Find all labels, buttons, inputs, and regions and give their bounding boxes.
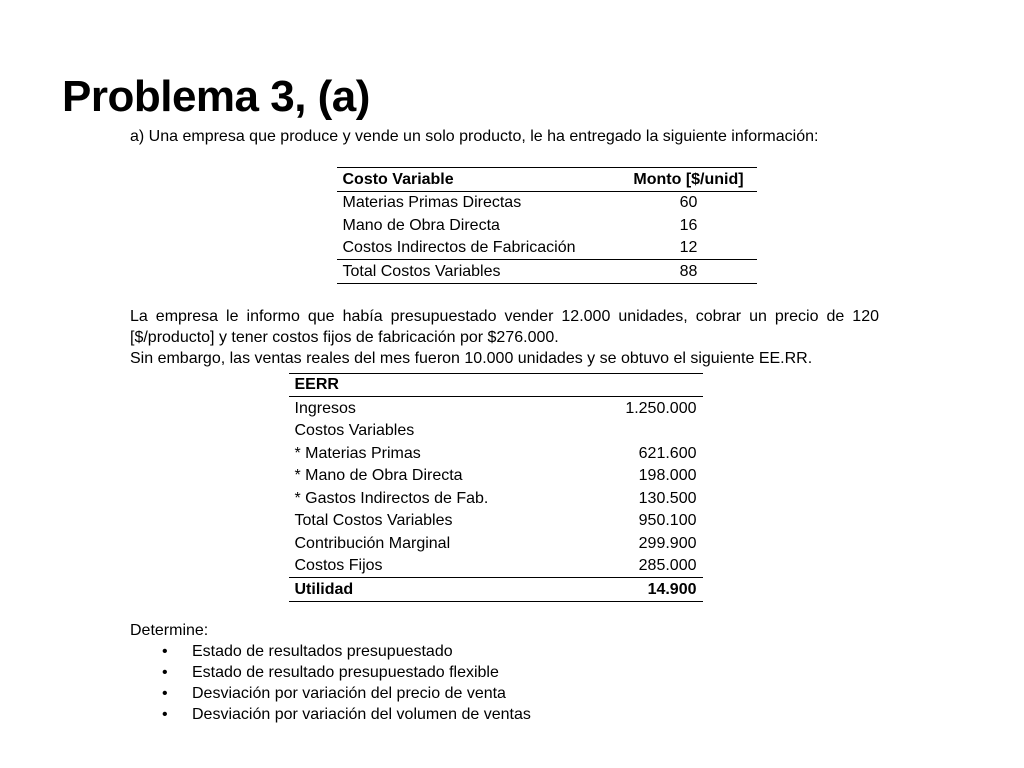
cost-row-label: Costos Indirectos de Fabricación: [342, 239, 576, 257]
eerr-row-value: 299.900: [638, 534, 697, 552]
eerr-row-label: Ingresos: [294, 399, 356, 417]
cost-total-label: Total Costos Variables: [342, 262, 501, 280]
eerr-row-label: * Mano de Obra Directa: [294, 467, 463, 485]
list-item: • Desviación por variación del volumen de ventas: [192, 704, 879, 725]
table-row: [289, 465, 703, 488]
eerr-row-value: 198.000: [638, 467, 697, 485]
eerr-row-label: Contribución Marginal: [294, 534, 451, 552]
eerr-total-label: Utilidad: [294, 580, 354, 598]
table-row: [289, 510, 703, 533]
cost-table-total-row: [337, 260, 757, 284]
cost-row-value: 60: [679, 194, 698, 212]
determine-label: Determine:: [130, 621, 209, 639]
task-list: [130, 641, 879, 725]
cost-table-header-row: [337, 168, 757, 192]
variable-cost-table: [337, 167, 757, 284]
table-row: [337, 191, 757, 214]
eerr-total-row: [289, 578, 703, 602]
income-statement-table: [289, 373, 703, 602]
table-row: [289, 555, 703, 578]
eerr-row-value: 130.500: [638, 489, 697, 507]
table-row: [289, 487, 703, 510]
intro-paragraph: a) Una empresa que produce y vende un solo producto, le ha entregado la siguiente información:: [130, 128, 819, 145]
eerr-row-label: * Materias Primas: [294, 444, 421, 462]
cost-table-header-amount: Monto [$/unid]: [633, 170, 744, 188]
table-row: [289, 442, 703, 465]
eerr-row-label: Total Costos Variables: [294, 512, 453, 530]
eerr-header-row: [289, 373, 703, 397]
table-row: [337, 214, 757, 237]
table-row: [289, 532, 703, 555]
list-item: • Estado de resultados presupuestado: [192, 641, 879, 662]
eerr-header: EERR: [294, 376, 339, 394]
eerr-row-value: 621.600: [638, 444, 697, 462]
slide-title: Problema 3, (a): [62, 72, 370, 121]
eerr-row-label: * Gastos Indirectos de Fab.: [294, 489, 489, 507]
cost-row-value: 12: [679, 239, 698, 257]
eerr-row-label: Costos Variables: [294, 422, 415, 440]
list-item: • Estado de resultado presupuestado flexible: [192, 662, 879, 683]
eerr-row-value: [591, 420, 703, 443]
budget-paragraph: La empresa le informo que había presupuestado vender 12.000 unidades, cobrar un precio de 120 [$/producto] y tener costos fijos de fabricación por $276.000.: [130, 307, 879, 346]
eerr-row-value: 950.100: [638, 512, 697, 530]
eerr-row-value: 1.250.000: [625, 399, 697, 417]
actual-paragraph: Sin embargo, las ventas reales del mes fueron 10.000 unidades y se obtuvo el siguiente EE.RR.: [130, 349, 813, 367]
cost-table-wrapper: [130, 147, 879, 284]
table-row: [289, 397, 703, 420]
eerr-row-label: Costos Fijos: [294, 557, 383, 575]
eerr-row-value: 285.000: [638, 557, 697, 575]
cost-table-header-concept: Costo Variable: [342, 170, 454, 188]
cost-row-label: Mano de Obra Directa: [342, 216, 500, 234]
cost-row-value: 16: [679, 216, 698, 234]
table-row: [337, 237, 757, 260]
table-row: [289, 420, 703, 443]
problem-content: [130, 126, 879, 725]
cost-row-label: Materias Primas Directas: [342, 194, 522, 212]
list-item: • Desviación por variación del precio de venta: [192, 683, 879, 704]
cost-total-value: 88: [679, 262, 698, 280]
eerr-total-value: 14.900: [647, 580, 697, 598]
eerr-table-wrapper: [130, 373, 879, 602]
